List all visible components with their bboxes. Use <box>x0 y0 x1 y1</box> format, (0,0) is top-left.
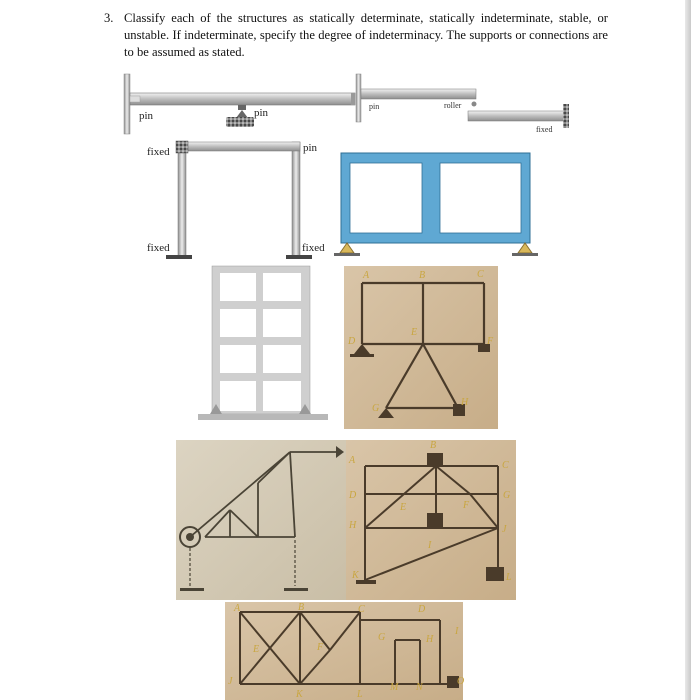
svg-text:L: L <box>506 572 512 583</box>
svg-text:D: D <box>349 490 357 501</box>
page-edge-shadow <box>685 0 691 700</box>
svg-text:I: I <box>428 540 432 551</box>
frame-figure-1 <box>147 141 325 259</box>
svg-text:F: F <box>317 642 324 653</box>
svg-text:E: E <box>400 502 407 513</box>
beam2-pin-label: pin <box>369 102 380 111</box>
frame1-top-right-label: pin <box>303 142 318 154</box>
problem-statement: Classify each of the structures as statically determinate, statically indeterminate, stable, or unstable. If indeterminate, specify the degree of indeterminacy. The supports or connections are to be assumed as stated. <box>124 11 608 59</box>
svg-text:C: C <box>477 269 484 280</box>
frame-figure-2 <box>334 153 538 256</box>
svg-text:E: E <box>411 327 418 338</box>
svg-text:L: L <box>357 689 363 700</box>
svg-text:J: J <box>502 524 507 535</box>
svg-text:I: I <box>455 626 459 637</box>
beam2-roller-label: roller <box>444 101 462 110</box>
svg-text:N: N <box>416 682 423 693</box>
svg-text:A: A <box>234 603 241 614</box>
svg-text:D: D <box>418 604 426 615</box>
svg-text:E: E <box>253 644 260 655</box>
beam-figure-1 <box>124 74 355 134</box>
svg-text:A: A <box>349 455 356 466</box>
problem-number: 3. <box>104 11 114 25</box>
svg-text:H: H <box>461 397 469 408</box>
frame1-bottom-left-label: fixed <box>147 242 170 254</box>
svg-text:C: C <box>502 460 509 471</box>
frame1-bottom-right-label: fixed <box>302 242 325 254</box>
svg-text:A: A <box>363 270 370 281</box>
truss-figure-2 <box>176 440 346 600</box>
svg-text:D: D <box>348 336 356 347</box>
svg-text:H: H <box>349 520 357 531</box>
frame-figure-3 <box>198 266 328 420</box>
svg-text:K: K <box>296 689 303 700</box>
svg-text:B: B <box>419 270 426 281</box>
svg-text:O: O <box>457 676 465 687</box>
beam1-left-support-label: pin <box>139 110 154 122</box>
svg-text:G: G <box>378 632 386 643</box>
beam2-fixed-label: fixed <box>536 125 553 134</box>
svg-text:C: C <box>358 604 365 615</box>
svg-text:F: F <box>487 336 494 347</box>
svg-text:K: K <box>352 570 359 581</box>
svg-text:H: H <box>426 634 434 645</box>
svg-text:G: G <box>503 490 511 501</box>
svg-text:J: J <box>228 676 233 687</box>
svg-text:M: M <box>390 682 399 693</box>
svg-text:G: G <box>372 403 380 414</box>
svg-text:F: F <box>463 500 470 511</box>
beam-figure-2 <box>356 74 569 134</box>
svg-text:B: B <box>430 440 437 451</box>
frame1-top-left-label: fixed <box>147 146 170 158</box>
truss-figure-3 <box>346 440 516 600</box>
truss-figure-4 <box>225 602 464 700</box>
svg-text:B: B <box>298 602 305 613</box>
truss-figure-1 <box>344 266 498 429</box>
beam1-mid-support-label: pin <box>254 107 269 119</box>
